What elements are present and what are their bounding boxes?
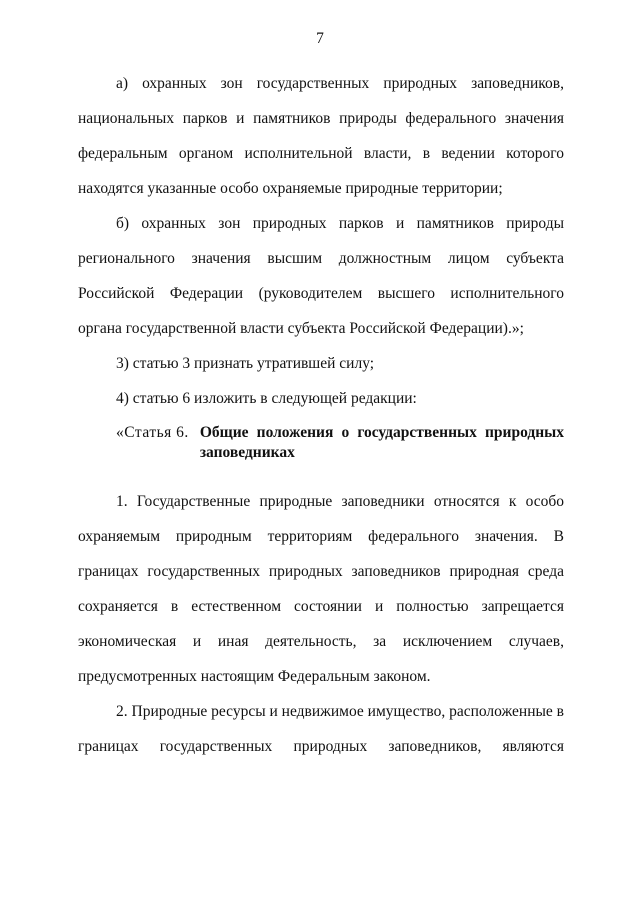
article-title: Общие положения о государственных природных заповедниках	[199, 424, 564, 461]
paragraph-item-b: б) охранных зон природных парков и памятников природы регионального значения высшим должностным лицом субъекта Российской Федерации (руководителем высшего исполнительного органа государственной власти субъекта Российской Федерации).»;	[78, 215, 564, 337]
article-number: «Статья 6.	[116, 424, 189, 441]
clause-2: 2. Природные ресурсы и недвижимое имущество, расположенные в границах государственных природных заповедников, являются	[78, 703, 564, 755]
paragraph-item-4: 4) статью 6 изложить в следующей редакции:	[116, 390, 417, 407]
paragraph-item-3: 3) статью 3 признать утратившей силу;	[116, 355, 375, 372]
clause-1: 1. Государственные природные заповедники относятся к особо охраняемым природным территориям федерального значения. В границах государственных природных заповедников природная среда сохраняется в естественном состоянии и полностью запрещается экономическая и иная деятельность, за исключением случаев, предусмотренных настоящим Федеральным законом.	[78, 493, 564, 685]
paragraph-item-a: а) охранных зон государственных природных заповедников, национальных парков и памятников природы федерального значения федеральным органом исполнительной власти, в ведении которого находятся указанные особо охраняемые природные территории;	[78, 75, 564, 197]
article-heading	[116, 423, 564, 463]
page-number: 7	[316, 30, 324, 47]
